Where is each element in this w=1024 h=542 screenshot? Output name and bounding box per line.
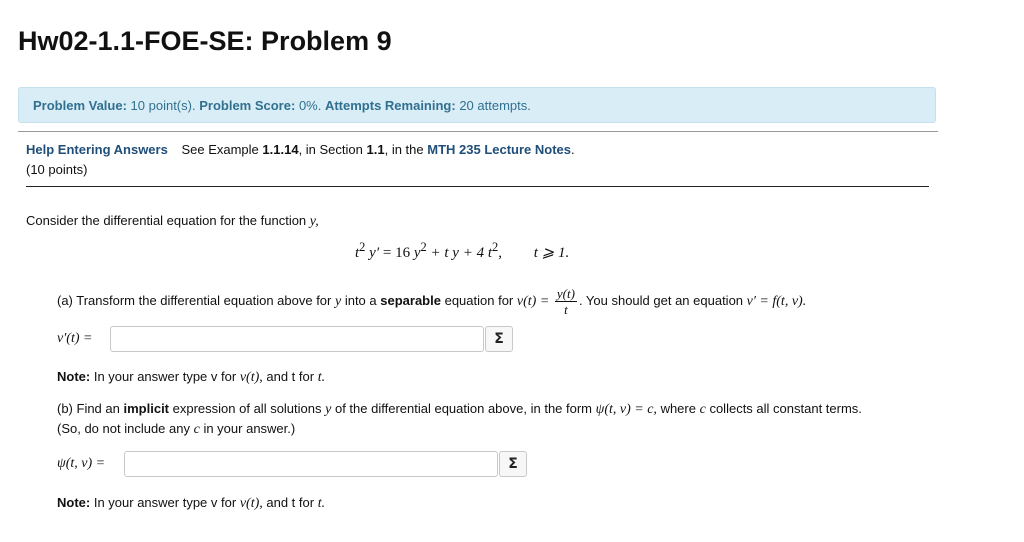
- note-a: [57, 369, 325, 386]
- equation-editor-button-b[interactable]: [499, 451, 527, 477]
- part-a-bold: separable: [380, 292, 441, 308]
- eq-rest: + t y + 4 t: [430, 245, 493, 261]
- differential-equation: [355, 240, 569, 262]
- problem-score-label: Problem Score:: [199, 98, 296, 113]
- lecture-notes-link[interactable]: MTH 235 Lecture Notes: [427, 142, 572, 157]
- note-a-var-1: v(t),: [239, 370, 263, 385]
- problem-score-text: 0%.: [298, 98, 322, 113]
- part-b-prompt: [57, 401, 862, 418]
- note-b-bold: Note:: [57, 495, 91, 510]
- part-b-var-c: c: [699, 402, 706, 417]
- note-b-var-2: t.: [317, 496, 326, 511]
- note-b-var-1: v(t),: [239, 496, 263, 511]
- points-text: (10 points): [26, 162, 88, 177]
- in-the-text: , in the: [384, 142, 424, 157]
- problem-info-box: [18, 87, 936, 123]
- part-b-var-y: y: [325, 402, 332, 417]
- attempts-remaining-text: 20 attempts.: [459, 98, 531, 113]
- part-b-text-3: of the differential equation above, in the form: [334, 401, 593, 416]
- part-b-text-4: where: [660, 401, 696, 416]
- note-a-text-1: In your answer type v for: [93, 369, 237, 384]
- answer-b-label-text: ψ(t, v) =: [57, 456, 106, 471]
- eq-sup-1: 2: [359, 240, 366, 254]
- help-entering-answers-link[interactable]: Help Entering Answers: [26, 142, 168, 157]
- problem-divider: [26, 186, 929, 187]
- part-a-text-4: . You should get an equation: [578, 292, 744, 308]
- part-b-text-5: collects all constant terms.: [709, 401, 862, 416]
- page-title: Hw02-1.1-FOE-SE: Problem 9: [18, 26, 392, 56]
- intro-text: Consider the differential equation for the function: [26, 213, 307, 228]
- eq-equals: = 16: [382, 245, 411, 261]
- part-b-text-1: (b) Find an: [57, 401, 120, 416]
- fraction-denominator: t: [564, 302, 568, 317]
- note-b-text-2: and t for: [266, 495, 315, 510]
- top-divider: [18, 131, 938, 132]
- sigma-icon: Σ: [508, 456, 518, 472]
- section-number: 1.1: [366, 142, 385, 157]
- part-b-text-2: expression of all solutions: [172, 401, 322, 416]
- help-period: .: [571, 142, 575, 157]
- part-a-text-2: into a: [344, 292, 377, 308]
- part-a-text-1: (a) Transform the differential equation above for: [57, 292, 332, 308]
- answer-a-label: [57, 331, 92, 347]
- part-a-text-5: v′ = f(t, v).: [746, 293, 807, 309]
- eq-sup-3: 2: [492, 240, 499, 254]
- eq-sup-2: 2: [420, 240, 427, 254]
- intro-variable: y,: [309, 214, 319, 229]
- sigma-icon: Σ: [494, 331, 504, 347]
- note-b: [57, 495, 325, 512]
- eq-comma: ,: [498, 245, 503, 261]
- help-line: [26, 142, 575, 157]
- eq-condition: t ⩾ 1.: [533, 245, 570, 261]
- answer-a-label-text: v′(t) =: [57, 331, 93, 346]
- note-a-var-2: t.: [317, 370, 326, 385]
- part-a-text-3: equation for: [444, 292, 514, 308]
- problem-value-label: Problem Value:: [33, 98, 127, 113]
- note-b-text-1: In your answer type v for: [93, 495, 237, 510]
- answer-b-label: [57, 456, 105, 472]
- fraction-numerator: y(t): [556, 286, 575, 301]
- example-number: 1.1.14: [262, 142, 299, 157]
- problem-value-text: 10 point(s).: [130, 98, 196, 113]
- part-b-line2-c: c: [193, 422, 200, 437]
- answer-b-input[interactable]: [124, 451, 498, 477]
- attempts-remaining-label: Attempts Remaining:: [324, 98, 456, 113]
- part-b-bold: implicit: [123, 401, 170, 416]
- part-b-line-2: [57, 421, 295, 438]
- part-b-psi-eq: ψ(t, v) = c,: [595, 402, 657, 417]
- equation-editor-button-a[interactable]: [485, 326, 513, 352]
- part-b-line2-b: in your answer.): [203, 421, 296, 436]
- in-section-text: , in Section: [298, 142, 363, 157]
- part-b-line2-a: (So, do not include any: [57, 421, 190, 436]
- problem-intro: [26, 213, 319, 230]
- answer-a-input[interactable]: [110, 326, 484, 352]
- eq-yprime: y′: [369, 245, 380, 261]
- note-a-bold: Note:: [57, 369, 91, 384]
- part-a-fraction: [555, 286, 577, 317]
- part-a-prompt: [57, 286, 806, 317]
- eq-y: y: [413, 245, 421, 261]
- eq-t: t: [355, 245, 360, 261]
- part-a-v-of-t: v(t) =: [516, 293, 550, 309]
- note-a-text-2: and t for: [266, 369, 315, 384]
- see-example-text: See Example: [181, 142, 259, 157]
- part-a-var-y: y: [334, 293, 342, 309]
